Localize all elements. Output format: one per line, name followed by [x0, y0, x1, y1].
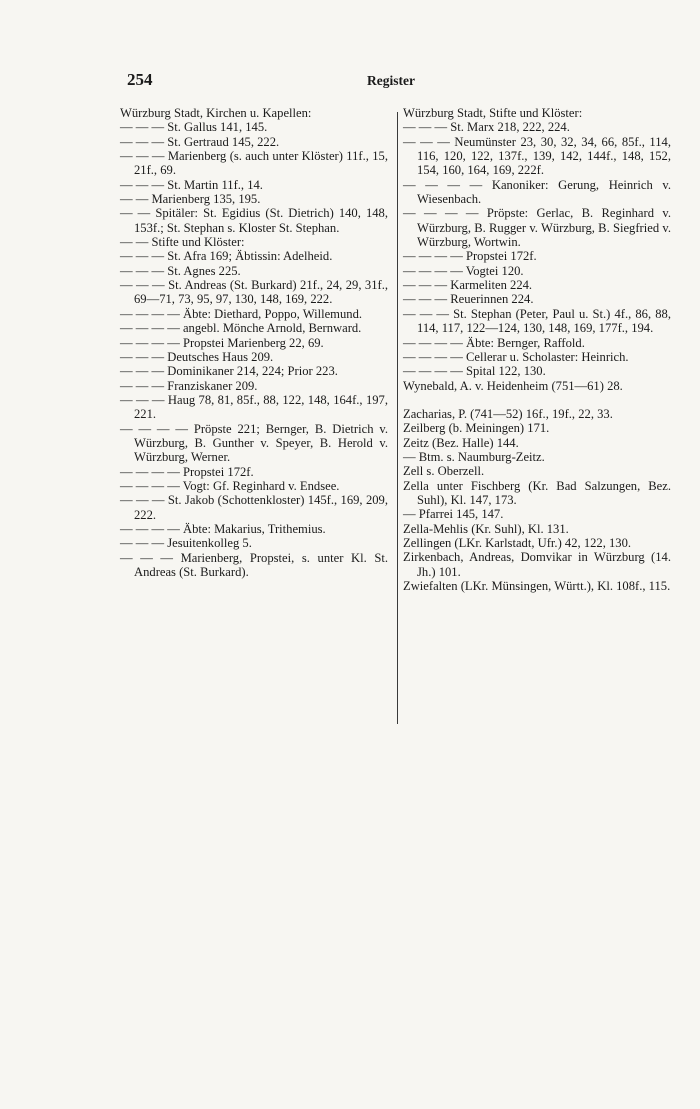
index-entry: — — — St. Agnes 225. — [120, 263, 241, 278]
index-entry: Zacharias, P. (741—52) 16f., 19f., 22, 33. — [403, 406, 613, 421]
index-entry: — — — — Äbte: Diethard, Poppo, Willemund. — [120, 306, 363, 321]
index-entry: — — — — Äbte: Makarius, Trithemius. — [120, 521, 326, 536]
index-entry: — — Spitäler: St. Egidius (St. Dietrich) 140, 148, 153f.; St. Stephan s. Kloster St. Stephan. — [120, 206, 388, 235]
index-entry: Zellingen (LKr. Karlstadt, Ufr.) 42, 122, 130. — [403, 535, 632, 550]
index-entry: — — — Haug 78, 81, 85f., 88, 122, 148, 164f., 197, 221. — [120, 392, 388, 422]
index-entry: — — — Jesuitenkolleg 5. — [120, 536, 252, 551]
index-entry: — Btm. s. Naumburg-Zeitz. — [403, 449, 545, 464]
left-column — [120, 106, 388, 579]
index-entry: — — — — Propstei Marienberg 22, 69. — [120, 335, 324, 350]
index-entry: — — — Reuerinnen 224. — [403, 292, 534, 307]
running-head: Register — [367, 73, 415, 88]
index-entry: — — — — Pröpste: Gerlac, B. Reginhard v. Würzburg, B. Rugger v. Würzburg, B. Siegfried v. Würzburg, Wortwin. — [403, 206, 671, 250]
index-entry: — — — St. Stephan (Peter, Paul u. St.) 4f., 86, 88, 114, 117, 122—124, 130, 148, 169, 177f., 194. — [403, 306, 671, 336]
index-entry: — — — Franziskaner 209. — [120, 378, 258, 393]
index-entry: Zell s. Oberzell. — [403, 464, 485, 479]
index-entry: Würzburg Stadt, Stifte und Klöster: — [403, 106, 583, 120]
right-column — [403, 106, 671, 593]
index-entry: — — — — Propstei 172f. — [120, 464, 254, 479]
index-entry: — — — — Äbte: Bernger, Raffold. — [403, 335, 585, 350]
index-entry: Wynebald, A. v. Heidenheim (751—61) 28. — [403, 378, 623, 393]
page-number: 254 — [127, 70, 153, 89]
index-entry: — — — Deutsches Haus 209. — [120, 349, 274, 364]
index-entry: — — — — Spital 122, 130. — [403, 364, 546, 379]
column-divider — [397, 112, 398, 724]
index-entry: — — Stifte und Klöster: — [120, 235, 245, 250]
index-entry: — — — — angebl. Mönche Arnold, Bernward. — [120, 321, 362, 336]
index-entry: — — — St. Afra 169; Äbtissin: Adelheid. — [120, 249, 333, 264]
index-entry: Zirkenbach, Andreas, Domvikar in Würzburg (14. Jh.) 101. — [403, 550, 671, 579]
index-entry: — — — — Vogt: Gf. Reginhard v. Endsee. — [120, 478, 340, 493]
index-entry: Zeitz (Bez. Halle) 144. — [403, 435, 519, 450]
index-entry: — — — St. Jakob (Schottenkloster) 145f., 169, 209, 222. — [120, 493, 388, 522]
index-entry: — — — St. Gallus 141, 145. — [120, 120, 268, 135]
index-entry: — — — Marienberg (s. auch unter Klöster) 11f., 15, 21f., 69. — [120, 149, 388, 178]
index-entry: — Pfarrei 145, 147. — [403, 507, 504, 522]
index-entry: Zella unter Fischberg (Kr. Bad Salzungen, Bez. Suhl), Kl. 147, 173. — [403, 478, 671, 507]
index-entry: Würzburg Stadt, Kirchen u. Kapellen: — [120, 106, 312, 120]
index-entry: — — — Marienberg, Propstei, s. unter Kl. St. Andreas (St. Burkard). — [120, 550, 388, 579]
index-entry: Zwiefalten (LKr. Münsingen, Württ.), Kl. 108f., 115. — [403, 579, 671, 593]
index-entry: — — — St. Gertraud 145, 222. — [120, 134, 280, 149]
index-entry: — — — Dominikaner 214, 224; Prior 223. — [120, 364, 338, 379]
index-entry: — — — — Propstei 172f. — [403, 249, 537, 264]
index-entry: — — — — Pröpste 221; Bernger, B. Dietrich v. Würzburg, B. Gunther v. Speyer, B. Herold v. Würzburg, Werner. — [120, 421, 388, 465]
index-entry: — — — St. Andreas (St. Burkard) 21f., 24, 29, 31f., 69—71, 73, 95, 97, 130, 148, 169, 222. — [120, 278, 388, 307]
index-entry: — — — — Vogtei 120. — [403, 263, 524, 278]
index-entry: — — — — Cellerar u. Scholaster: Heinrich. — [403, 349, 629, 364]
index-entry: — — — St. Marx 218, 222, 224. — [403, 120, 570, 135]
index-entry: — — Marienberg 135, 195. — [120, 192, 261, 207]
index-entry: Zeilberg (b. Meiningen) 171. — [403, 421, 550, 436]
index-entry: — — — St. Martin 11f., 14. — [120, 177, 263, 192]
index-entry: — — — Karmeliten 224. — [403, 278, 533, 293]
index-entry: — — — Neumünster 23, 30, 32, 34, 66, 85f., 114, 116, 120, 122, 137f., 139, 142, 144f., 148, 152, 154, 160, 164, 169, 222f. — [403, 134, 671, 178]
index-entry: Zella-Mehlis (Kr. Suhl), Kl. 131. — [403, 521, 569, 536]
index-entry: — — — — Kanoniker: Gerung, Heinrich v. Wiesenbach. — [403, 177, 671, 207]
